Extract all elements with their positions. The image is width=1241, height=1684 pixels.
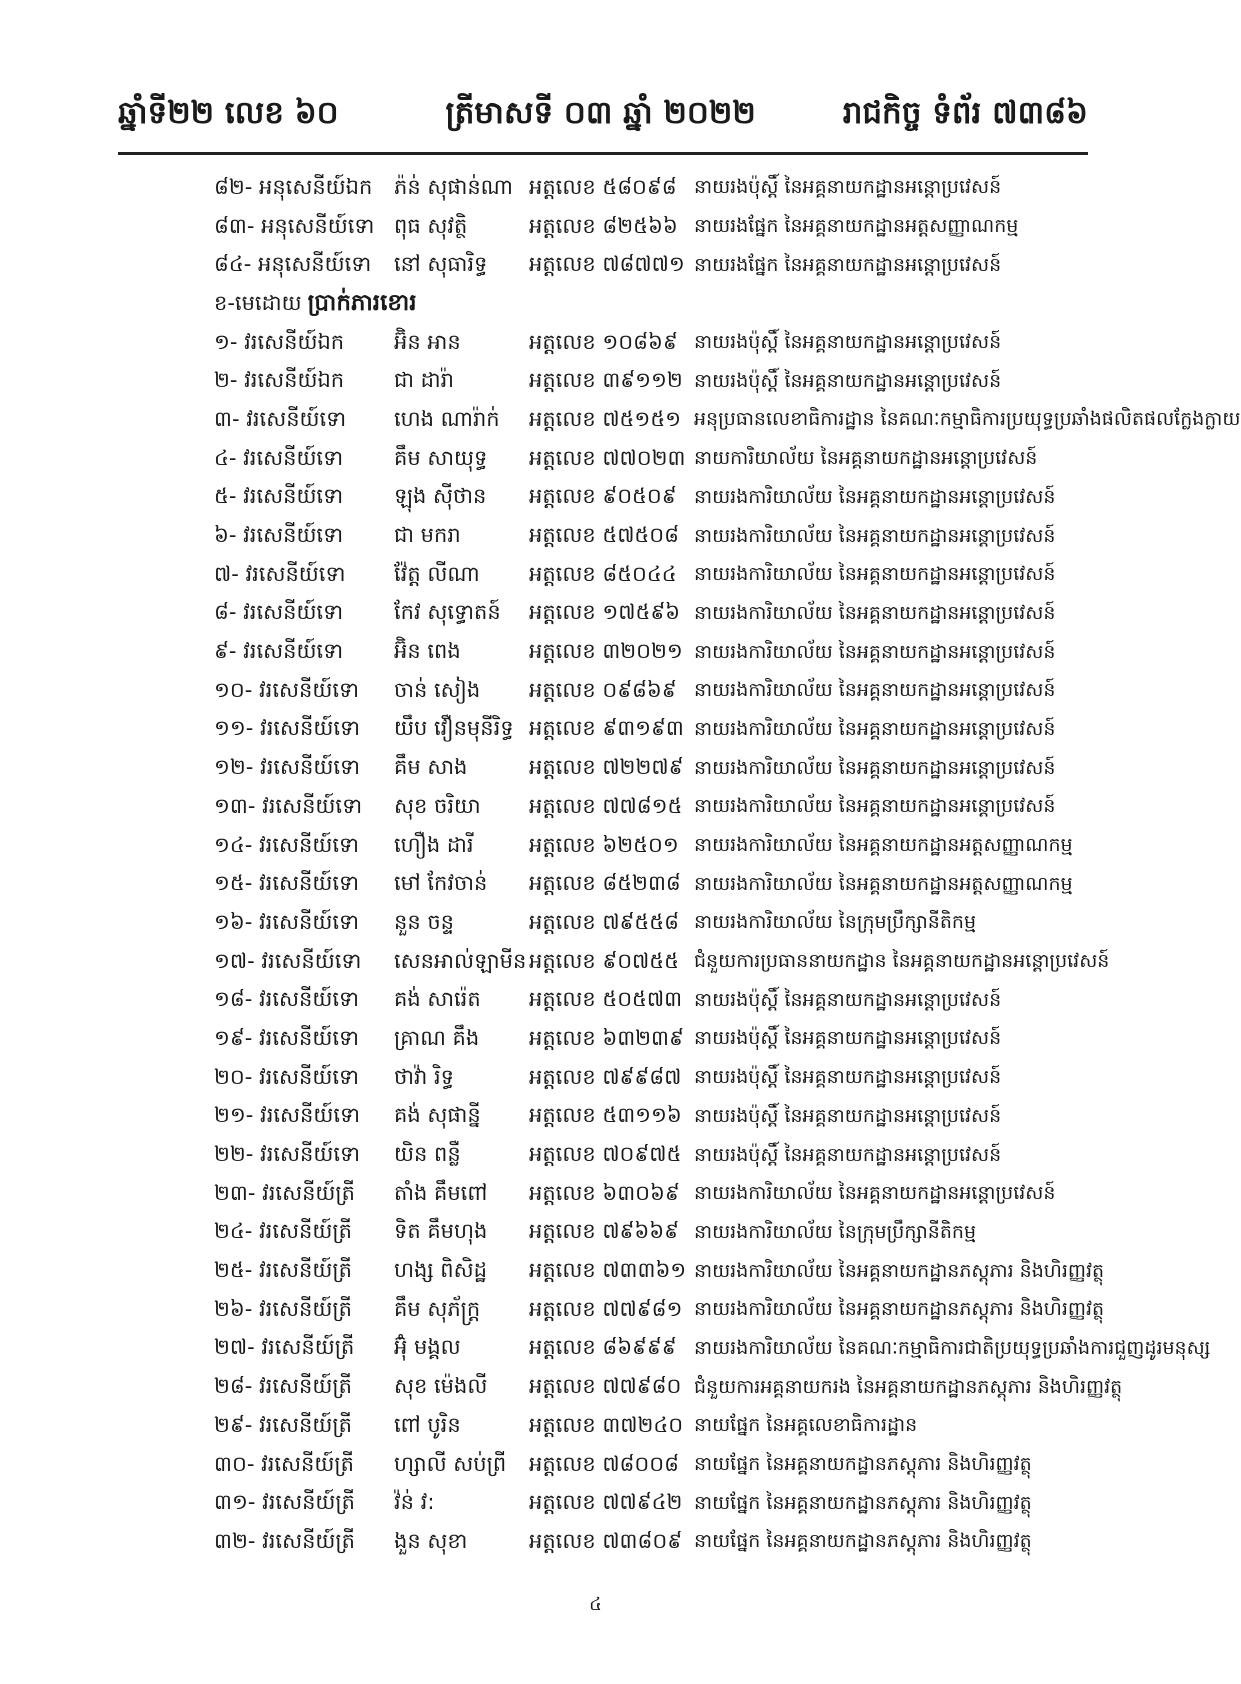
id-number-cell: អត្តលេខ ៦៣២៣៩ [529, 1025, 684, 1050]
id-number-cell: អត្តលេខ ៧៨០០៨ [529, 1451, 680, 1476]
position-cell: នាយរងការិយាល័យ នៃគណៈកម្មាធិការជាតិប្រយុទ្ធប្រឆាំងការជួញដូរមនុស្ស [694, 1336, 1211, 1359]
position-cell: នាយផ្នែក នៃអគ្គលេខាធិការដ្ឋាន [694, 1414, 918, 1437]
name-cell: ងួន សុខា [394, 1528, 468, 1553]
list-item [214, 1292, 1105, 1331]
rank-cell: ២៥- វរសេនីយ៍ត្រី [214, 1258, 352, 1283]
position-cell: នាយរងការិយាល័យ នៃអគ្គនាយកដ្ឋានអន្តោប្រវេសន៍ [694, 717, 1056, 740]
rank-cell: ១១- វរសេនីយ៍ទោ [214, 716, 361, 741]
id-number-cell: អត្តលេខ ៥០៥៧៣ [529, 987, 683, 1012]
rank-cell: ៧- វរសេនីយ៍ទោ [214, 561, 346, 586]
position-cell: នាយរងការិយាល័យ នៃអគ្គនាយកដ្ឋានអន្តោប្រវេសន៍ [694, 524, 1056, 547]
id-number-cell: អត្តលេខ ៧៧៩៤២ [529, 1490, 683, 1515]
section-heading [214, 286, 1094, 325]
id-number-cell: អត្តលេខ ៧៧៩៨០ [529, 1374, 682, 1399]
list-item [214, 982, 1094, 1021]
id-number-cell: អត្តលេខ ៧៧៨១៥ [529, 793, 683, 818]
rank-cell: ១- វរសេនីយ៍ឯក [214, 329, 345, 354]
name-cell: វ៉ែត្ត លីណា [394, 561, 480, 586]
name-cell: យឹប វឿនមុនីរិទ្ធ [394, 716, 514, 741]
list-item [214, 480, 1094, 519]
position-cell: នាយរងការិយាល័យ នៃអគ្គនាយកដ្ឋានភស្តុភារ និងហិរញ្ញវត្ថុ [694, 1259, 1105, 1282]
id-number-cell: អត្តលេខ ៧៣៨០៩ [529, 1528, 683, 1553]
name-cell: ហ្សាលី សប់ព្រី [394, 1451, 507, 1476]
list-item [214, 673, 1094, 712]
rank-cell: ១០- វរសេនីយ៍ទោ [214, 677, 359, 702]
position-cell: នាយរងផ្នែក នៃអគ្គនាយកដ្ឋានអន្តោប្រវេសន៍ [694, 253, 1002, 276]
rank-cell: ៨២- អនុសេនីយ៍ឯក [214, 174, 373, 199]
id-number-cell: អត្តលេខ ០៩៨៦៩ [529, 677, 677, 702]
position-cell: នាយផ្នែក នៃអគ្គនាយកដ្ឋានភស្តុភារ និងហិរញ្ញវត្ថុ [694, 1491, 1032, 1514]
name-cell: ភ៉ន់ សុផាន់ណា [394, 174, 513, 199]
name-cell: ឡុង ស៊ីថាន [394, 484, 487, 509]
id-number-cell: អត្តលេខ ៦២៥០១ [529, 832, 679, 857]
rank-cell: ១៣- វរសេនីយ៍ទោ [214, 793, 363, 818]
name-cell: ហេង ណារ៉ាក់ [394, 406, 500, 431]
list-item [214, 1021, 1094, 1060]
rank-cell: ២៤- វរសេនីយ៍ត្រី [214, 1219, 352, 1244]
name-cell: សុខ ម៉េងលី [394, 1374, 488, 1399]
rank-cell: ២២- វរសេនីយ៍ទោ [214, 1142, 361, 1167]
id-number-cell: អត្តលេខ ១០៨៦៩ [529, 329, 678, 354]
id-number-cell: អត្តលេខ ៣២០២១ [529, 639, 683, 664]
name-cell: ទិត គឹមហុង [394, 1219, 488, 1244]
list-item [214, 1447, 1094, 1486]
position-cell: ជំនួយការប្រធាននាយកដ្ឋាន នៃអគ្គនាយកដ្ឋានអន្តោប្រវេសន៍ [694, 950, 1110, 973]
id-number-cell: អត្តលេខ ៧០៩៧៥ [529, 1142, 682, 1167]
id-number-cell: អត្តលេខ ១៧៥៩៦ [529, 600, 681, 625]
rank-cell: ៣១- វរសេនីយ៍ត្រី [214, 1490, 355, 1515]
id-number-cell: អត្តលេខ ៧២២៧៩ [529, 755, 684, 780]
name-cell: គឹម សាង [394, 755, 468, 780]
header-gazette-page: រាជកិច្ច ទំព័រ ៧៣៨៦ [842, 94, 1088, 131]
id-number-cell: អត្តលេខ ៧៧០២៣ [529, 445, 686, 470]
id-number-cell: អត្តលេខ ៧៨៧៧១ [529, 252, 685, 277]
name-cell: យិន ពន្លឺ [394, 1142, 461, 1167]
position-cell: នាយរងប៉ុស្តិ៍ នៃអគ្គនាយកដ្ឋានអន្តោប្រវេសន៍ [694, 1027, 1002, 1050]
rank-cell: ៨៣- អនុសេនីយ៍ទោ [214, 213, 375, 238]
id-number-cell: អត្តលេខ ៩៣១៩៣ [529, 716, 684, 741]
position-cell: នាយរងប៉ុស្តិ៍ នៃអគ្គនាយកដ្ឋានអន្តោប្រវេសន៍ [694, 1143, 1002, 1166]
list-item [214, 363, 1094, 402]
section-prefix: ខ-មេដោយ [214, 290, 302, 315]
rank-cell: ១៧- វរសេនីយ៍ទោ [214, 948, 362, 973]
name-cell: គ្រាណ គឹង [394, 1025, 480, 1050]
list-item [214, 1331, 1211, 1370]
position-cell: នាយរងការិយាល័យ នៃអគ្គនាយកដ្ឋានអន្តោប្រវេសន៍ [694, 640, 1056, 663]
rank-cell: ២៧- វរសេនីយ៍ត្រី [214, 1335, 355, 1360]
list-item [214, 1485, 1094, 1524]
rank-cell: ២៨- វរសេនីយ៍ត្រី [214, 1374, 352, 1399]
header-quarter: ត្រីមាសទី ០៣ ឆ្នាំ ២០២២ [445, 94, 756, 131]
personnel-list [214, 170, 1241, 1563]
position-cell: នាយរងប៉ុស្តិ៍ នៃអគ្គនាយកដ្ឋានអន្តោប្រវេសន៍ [694, 988, 1002, 1011]
id-number-cell: អត្តលេខ ៧៧៩៨១ [529, 1296, 683, 1321]
rank-cell: ៥- វរសេនីយ៍ទោ [214, 484, 344, 509]
position-cell: នាយរងការិយាល័យ នៃអគ្គនាយកដ្ឋានអន្តោប្រវេសន៍ [694, 1182, 1056, 1205]
list-item [214, 325, 1094, 364]
name-cell: គឹម សាយុទ្ធ [394, 445, 488, 470]
name-cell: គង់ សុផាន្នី [394, 1103, 481, 1128]
list-item [214, 1137, 1094, 1176]
list-item [214, 402, 1241, 441]
rank-cell: ១៨- វរសេនីយ៍ទោ [214, 987, 359, 1012]
rank-cell: ៣២- វរសេនីយ៍ត្រី [214, 1528, 355, 1553]
position-cell: នាយរងប៉ុស្តិ៍ នៃអគ្គនាយកដ្ឋានអន្តោប្រវេសន៍ [694, 331, 1002, 354]
header-year-issue: ឆ្នាំទី២២ លេខ ៦០ [118, 94, 339, 131]
header-divider [118, 152, 1088, 155]
id-number-cell: អត្តលេខ ៥៣១១៦ [529, 1103, 682, 1128]
name-cell: ហឿង ដារី [394, 832, 474, 857]
list-item [214, 1369, 1123, 1408]
position-cell: នាយរងប៉ុស្តិ៍ នៃអគ្គនាយកដ្ឋានអន្តោប្រវេសន៍ [694, 1066, 1002, 1089]
list-item [214, 1060, 1094, 1099]
name-cell: ពុធ សុវត្ថិ [394, 213, 468, 238]
rank-cell: ៨- វរសេនីយ៍ទោ [214, 600, 344, 625]
position-cell: ជំនួយការអគ្គនាយករង នៃអគ្គនាយកដ្ឋានភស្តុភារ និងហិរញ្ញវត្ថុ [694, 1375, 1123, 1398]
name-cell: តាំង គឹមពៅ [394, 1180, 488, 1205]
name-cell: អ៊ុំ មង្គល [394, 1335, 461, 1360]
id-number-cell: អត្តលេខ ៧៩៦៦៩ [529, 1219, 680, 1244]
position-cell: នាយរងប៉ុស្តិ៍ នៃអគ្គនាយកដ្ឋានអន្តោប្រវេសន៍ [694, 369, 1002, 392]
id-number-cell: អត្តលេខ ៥៧៥០៨ [529, 523, 680, 548]
rank-cell: ៣- វរសេនីយ៍ទោ [214, 406, 347, 431]
list-item [214, 518, 1094, 557]
list-item [214, 828, 1094, 867]
id-number-cell: អត្តលេខ ៥៨០៩៨ [529, 174, 677, 199]
name-cell: គង់ សារ៉េត [394, 987, 481, 1012]
position-cell: នាយរងការិយាល័យ នៃអគ្គនាយកដ្ឋានអន្តោប្រវេសន៍ [694, 563, 1056, 586]
name-cell: គឹម សុភ័ក្ត្រ [394, 1296, 481, 1321]
name-cell: កែវ សុទ្ធោតន៍ [394, 600, 501, 625]
list-item [214, 557, 1094, 596]
position-cell: នាយរងប៉ុស្តិ៍ នៃអគ្គនាយកដ្ឋានអន្តោប្រវេសន៍ [694, 1104, 1002, 1127]
rank-cell: ១២- វរសេនីយ៍ទោ [214, 755, 361, 780]
id-number-cell: អត្តលេខ ៨៥២៣៨ [529, 871, 681, 896]
list-item [214, 789, 1094, 828]
list-item [214, 1253, 1105, 1292]
list-item [214, 596, 1094, 635]
name-cell: ជា មករា [394, 523, 461, 548]
name-cell: ហង្ស ពិសិដ្ឋ [394, 1258, 487, 1283]
rank-cell: ៣០- វរសេនីយ៍ត្រី [214, 1451, 354, 1476]
id-number-cell: អត្តលេខ ៩០៧៥៥ [529, 948, 680, 973]
list-item [214, 944, 1110, 983]
rank-cell: ៦- វរសេនីយ៍ទោ [214, 523, 344, 548]
name-cell: អ៊ិន ពេង [394, 639, 461, 664]
page-number: ៤ [589, 1594, 602, 1615]
position-cell: នាយរងការិយាល័យ នៃអគ្គនាយកដ្ឋានអត្តសញ្ញាណកម្ម [694, 834, 1073, 857]
position-cell: នាយរងការិយាល័យ នៃអគ្គនាយកដ្ឋានអន្តោប្រវេសន៍ [694, 485, 1056, 508]
list-item [214, 1408, 1094, 1447]
list-item [214, 441, 1094, 480]
list-item [214, 1176, 1094, 1215]
rank-cell: ១៥- វរសេនីយ៍ទោ [214, 871, 359, 896]
name-cell: សុខ ចរិយា [394, 793, 481, 818]
name-cell: ថាវ៉ា រិទ្ធ [394, 1064, 454, 1089]
name-cell: នៅ សុធារិទ្ធ [394, 252, 488, 277]
id-number-cell: អត្តលេខ ៨២៥៦៦ [529, 213, 678, 238]
position-cell: នាយរងផ្នែក នៃអគ្គនាយកដ្ឋានអត្តសញ្ញាណកម្ម [694, 215, 1019, 238]
position-cell: អនុប្រធានលេខាធិការដ្ឋាន នៃគណៈកម្មាធិការប្រយុទ្ធប្រឆាំងផលិតផលក្លែងក្លាយ [694, 408, 1241, 431]
id-number-cell: អត្តលេខ ៨៥០៤៤ [529, 561, 677, 586]
rank-cell: ១៤- វរសេនីយ៍ទោ [214, 832, 359, 857]
list-item [214, 1215, 1094, 1254]
rank-cell: ១៦- វរសេនីយ៍ទោ [214, 909, 359, 934]
name-cell: វ៉ន់ វ: [394, 1490, 435, 1515]
rank-cell: ១៩- វរសេនីយ៍ទោ [214, 1025, 359, 1050]
name-cell: មៅ កែវចាន់ [394, 871, 488, 896]
id-number-cell: អត្តលេខ ៧៩៥៥៨ [529, 909, 680, 934]
id-number-cell: អត្តលេខ ៧៩៩៨៧ [529, 1064, 682, 1089]
position-cell: នាយផ្នែក នៃអគ្គនាយកដ្ឋានភស្តុភារ និងហិរញ្ញវត្ថុ [694, 1530, 1032, 1553]
rank-cell: ៨៤- អនុសេនីយ៍ទោ [214, 252, 372, 277]
list-item [214, 905, 1094, 944]
section-title: ប្រាក់ភារខោរ [307, 289, 417, 316]
rank-cell: ២០- វរសេនីយ៍ទោ [214, 1064, 359, 1089]
rank-cell: ២៩- វរសេនីយ៍ត្រី [214, 1412, 352, 1437]
position-cell: នាយរងការិយាល័យ នៃអគ្គនាយកដ្ឋានអន្តោប្រវេសន៍ [694, 795, 1056, 818]
name-cell: សេនអាល់ឡាមីន [394, 948, 527, 973]
position-cell: នាយផ្នែក នៃអគ្គនាយកដ្ឋានភស្តុភារ និងហិរញ្ញវត្ថុ [694, 1453, 1032, 1476]
name-cell: ជា ដារ៉ា [394, 368, 454, 393]
list-item [214, 170, 1094, 209]
list-item [214, 209, 1094, 248]
list-item [214, 247, 1094, 286]
position-cell: នាយរងការិយាល័យ នៃក្រុមប្រឹក្សានីតិកម្ម [694, 911, 977, 934]
id-number-cell: អត្តលេខ ៣៩១១២ [529, 368, 683, 393]
position-cell: នាយរងការិយាល័យ នៃក្រុមប្រឹក្សានីតិកម្ម [694, 1220, 977, 1243]
list-item [214, 634, 1094, 673]
name-cell: ចាន់ សៀង [394, 677, 481, 702]
name-cell: អ៊ិន អាន [394, 329, 461, 354]
id-number-cell: អត្តលេខ ៧៣៣៦១ [529, 1258, 687, 1283]
position-cell: នាយរងការិយាល័យ នៃអគ្គនាយកដ្ឋានអន្តោប្រវេសន៍ [694, 601, 1056, 624]
rank-cell: ៤- វរសេនីយ៍ទោ [214, 445, 344, 470]
id-number-cell: អត្តលេខ ៧៥១៥១ [529, 406, 682, 431]
position-cell: នាយរងការិយាល័យ នៃអគ្គនាយកដ្ឋានអន្តោប្រវេសន៍ [694, 679, 1056, 702]
id-number-cell: អត្តលេខ ៩០៥០៩ [529, 484, 677, 509]
rank-cell: ២៦- វរសេនីយ៍ត្រី [214, 1296, 352, 1321]
list-item [214, 866, 1094, 905]
position-cell: នាយការិយាល័យ នៃអគ្គនាយកដ្ឋានអន្តោប្រវេសន៍ [694, 447, 1038, 470]
list-item [214, 1524, 1094, 1563]
name-cell: ពៅ បូរិន [394, 1412, 461, 1437]
id-number-cell: អត្តលេខ ៨៦៩៩៩ [529, 1335, 677, 1360]
position-cell: នាយរងការិយាល័យ នៃអគ្គនាយកដ្ឋានអន្តោប្រវេសន៍ [694, 756, 1056, 779]
id-number-cell: អត្តលេខ ៣៧២៤០ [529, 1412, 684, 1437]
rank-cell: ២១- វរសេនីយ៍ទោ [214, 1103, 361, 1128]
position-cell: នាយរងការិយាល័យ នៃអគ្គនាយកដ្ឋានភស្តុភារ និងហិរញ្ញវត្ថុ [694, 1298, 1105, 1321]
page-header [118, 86, 1088, 146]
rank-cell: ២៣- វរសេនីយ៍ត្រី [214, 1180, 355, 1205]
list-item [214, 712, 1094, 751]
rank-cell: ៩- វរសេនីយ៍ទោ [214, 639, 344, 664]
list-item [214, 750, 1094, 789]
name-cell: នួន ចន្ទ [394, 909, 454, 934]
position-cell: នាយរងការិយាល័យ នៃអគ្គនាយកដ្ឋានអត្តសញ្ញាណកម្ម [694, 872, 1073, 895]
list-item [214, 1099, 1094, 1138]
position-cell: នាយរងប៉ុស្តិ៍ នៃអគ្គនាយកដ្ឋានអន្តោប្រវេសន៍ [694, 176, 1002, 199]
rank-cell: ២- វរសេនីយ៍ឯក [214, 368, 345, 393]
id-number-cell: អត្តលេខ ៦៣០៦៩ [529, 1180, 680, 1205]
